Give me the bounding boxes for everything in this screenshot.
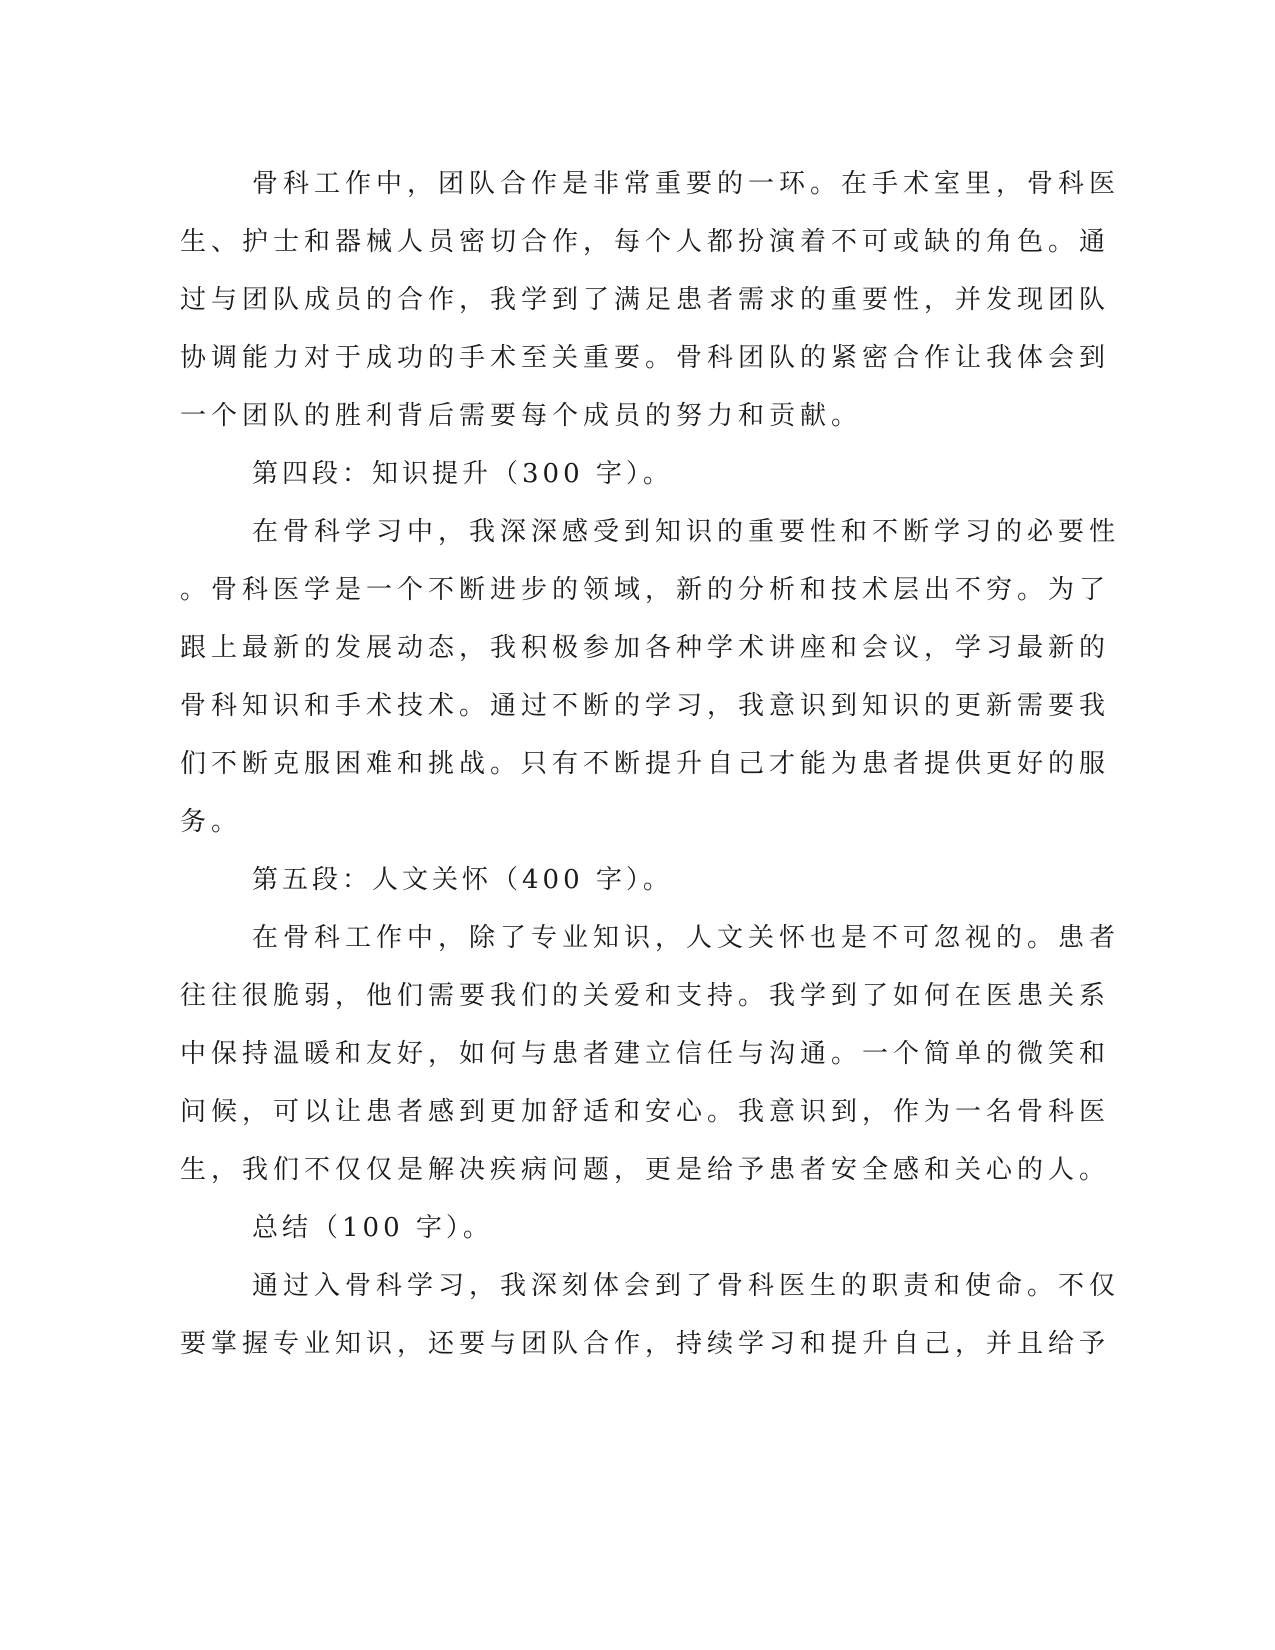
section-heading-knowledge: 第四段：知识提升（300 字）。 bbox=[252, 459, 673, 489]
paragraph-teamwork-line: 过与团队成员的合作，我学到了满足患者需求的重要性，并发现团队 bbox=[180, 285, 1111, 315]
paragraph-humanistic-care-line: 问候，可以让患者感到更加舒适和安心。我意识到，作为一名骨科医 bbox=[180, 1097, 1111, 1127]
paragraph-humanistic-care-line: 中保持温暖和友好，如何与患者建立信任与沟通。一个简单的微笑和 bbox=[180, 1039, 1111, 1069]
paragraph-humanistic-care-line: 生，我们不仅仅是解决疾病问题，更是给予患者安全感和关心的人。 bbox=[180, 1155, 1111, 1185]
paragraph-knowledge-line: 在骨科学习中，我深深感受到知识的重要性和不断学习的必要性 bbox=[252, 517, 1121, 547]
paragraph-knowledge-line: 。骨科医学是一个不断进步的领域，新的分析和技术层出不穷。为了 bbox=[180, 575, 1111, 605]
paragraph-summary-line: 通过入骨科学习，我深刻体会到了骨科医生的职责和使命。不仅 bbox=[252, 1271, 1121, 1301]
section-heading-summary: 总结（100 字）。 bbox=[252, 1213, 493, 1243]
paragraph-knowledge-line: 们不断克服困难和挑战。只有不断提升自己才能为患者提供更好的服 bbox=[180, 749, 1111, 779]
paragraph-teamwork-line: 一个团队的胜利背后需要每个成员的努力和贡献。 bbox=[180, 401, 863, 431]
section-heading-humanistic-care: 第五段：人文关怀（400 字）。 bbox=[252, 865, 673, 895]
document-body bbox=[180, 155, 1121, 1373]
paragraph-teamwork-line: 骨科工作中，团队合作是非常重要的一环。在手术室里，骨科医 bbox=[252, 169, 1121, 199]
paragraph-teamwork-line: 协调能力对于成功的手术至关重要。骨科团队的紧密合作让我体会到 bbox=[180, 343, 1111, 373]
paragraph-knowledge-line: 骨科知识和手术技术。通过不断的学习，我意识到知识的更新需要我 bbox=[180, 691, 1111, 721]
paragraph-teamwork-line: 生、护士和器械人员密切合作，每个人都扮演着不可或缺的角色。通 bbox=[180, 227, 1111, 257]
paragraph-humanistic-care-line: 往往很脆弱，他们需要我们的关爱和支持。我学到了如何在医患关系 bbox=[180, 981, 1111, 1011]
paragraph-summary-line: 要掌握专业知识，还要与团队合作，持续学习和提升自己，并且给予 bbox=[180, 1329, 1111, 1359]
paragraph-knowledge-line: 务。 bbox=[180, 807, 243, 837]
paragraph-humanistic-care-line: 在骨科工作中，除了专业知识，人文关怀也是不可忽视的。患者 bbox=[252, 923, 1121, 953]
paragraph-knowledge-line: 跟上最新的发展动态，我积极参加各种学术讲座和会议，学习最新的 bbox=[180, 633, 1111, 663]
